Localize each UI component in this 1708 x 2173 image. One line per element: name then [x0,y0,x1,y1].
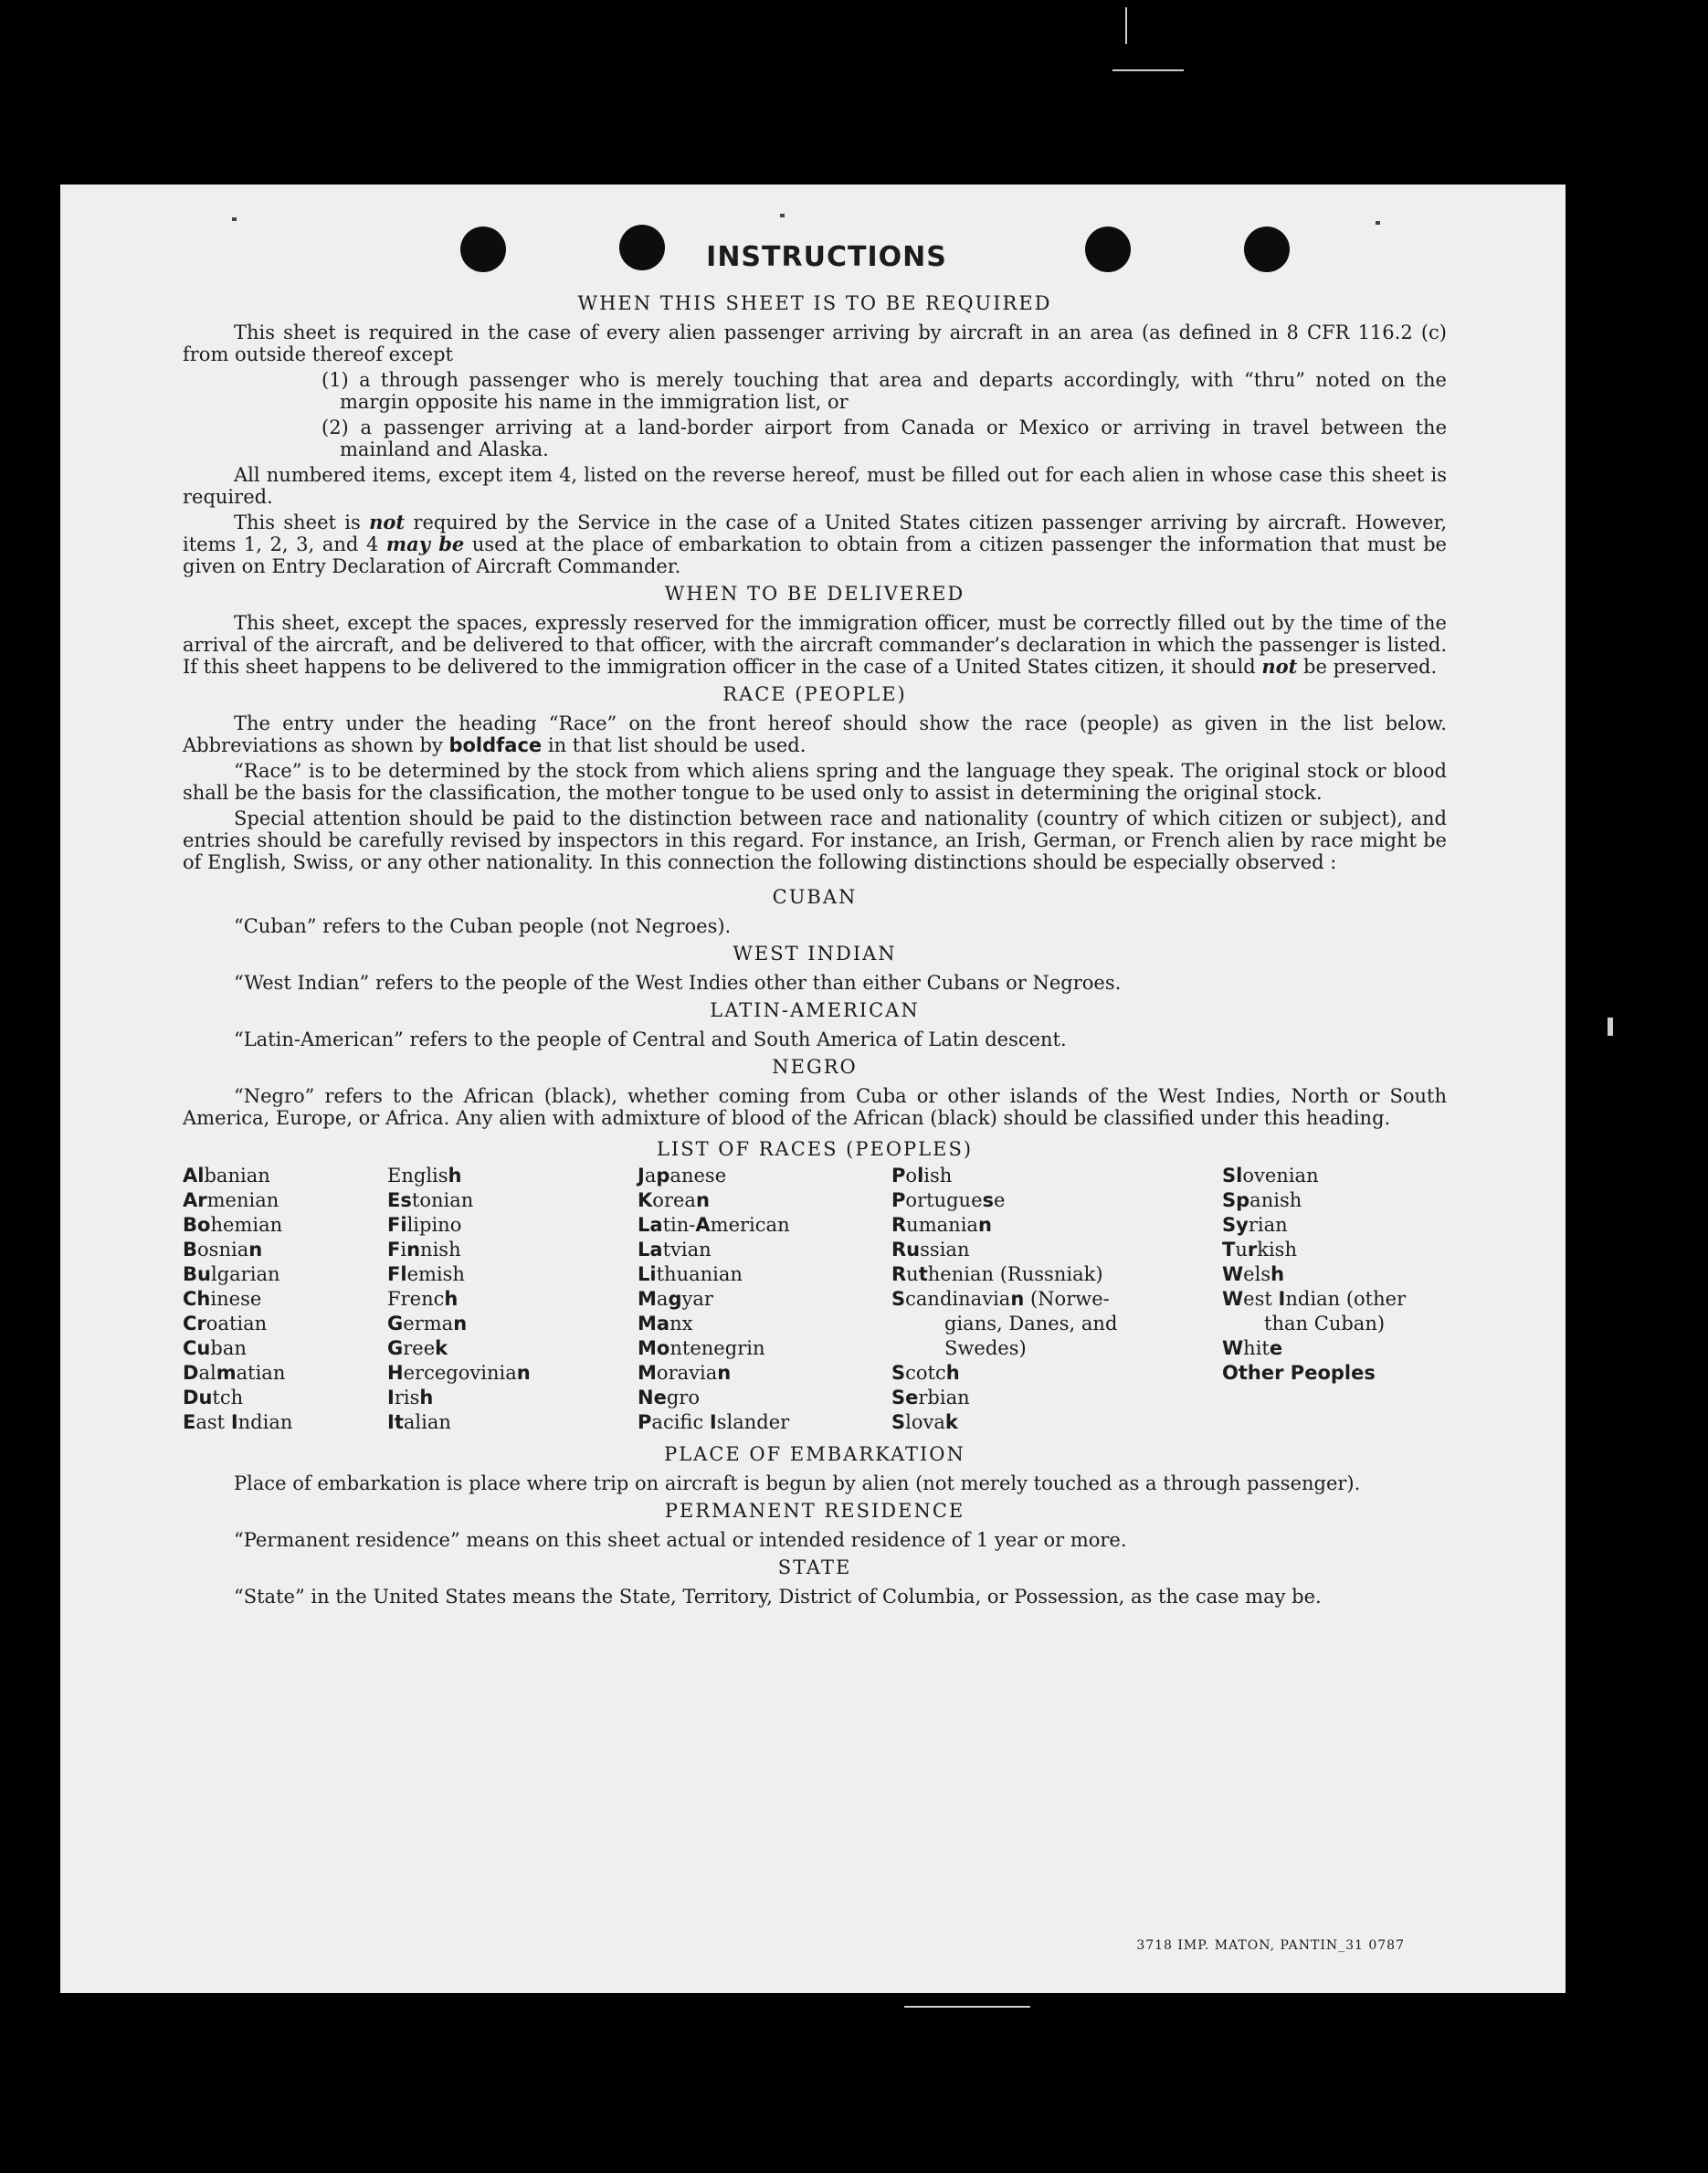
race-entry: Latvian [638,1239,712,1261]
race-entry: English [387,1165,462,1187]
race-entry: Flemish [387,1263,465,1285]
exception-item-1: (1) a through passenger who is merely touching that area and departs accordingly, with “thru” noted on the margin opposite his name in the immigration list, or [322,369,1447,413]
scan-fleck-right [1608,1018,1613,1036]
race-column [638,1164,790,1435]
race-entry: West Indian (other [1222,1288,1407,1310]
race-entry: Filipino [387,1214,462,1236]
paragraph-delivered: This sheet, except the spaces, expressly reserved for the immigration officer, must be correctly filled out by the time of the arrival of the aircraft, and be delivered to that officer, with the aircraft commander’s declaration in which the passenger is listed. If this sheet happens to be delivered to the immigration officer in the case of a United States citizen, it should not be preserved. [183,612,1447,678]
race-entry: Syrian [1222,1214,1288,1236]
paragraph-embarkation: Place of embarkation is place where trip on aircraft is begun by alien (not merely touched as a through passenger). [234,1472,1361,1494]
race-entry: Bohemian [183,1214,283,1236]
race-entry: Montenegrin [638,1337,765,1359]
race-entry: Magyar [638,1288,713,1310]
race-entry: Chinese [183,1288,262,1310]
race-entry: Finnish [387,1239,461,1261]
race-entry: Cuban [183,1337,247,1359]
paragraph-race-nationality: Special attention should be paid to the distinction between race and nationality (country of which citizen or subject), and entries should be carefully revised by inspectors in this regard. For instance, an Irish, German, or French alien by race might be of English, Swiss, or any other nationality. In this connection the following distinctions should be especially observed : [183,807,1447,873]
paragraph-numbered-items: All numbered items, except item 4, listed on the reverse hereof, must be filled out for each alien in whose case this sheet is required. [183,464,1447,508]
race-entry: Estonian [387,1189,474,1211]
scan-line-bottom [904,2006,1030,2008]
race-column [183,1164,292,1435]
exception-item-2: (2) a passenger arriving at a land-border airport from Canada or Mexico or arriving in travel between the mainland and Alaska. [322,417,1447,460]
paragraph-west-indian: “West Indian” refers to the people of the West Indies other than either Cubans or Negroes. [234,972,1122,994]
race-entry: Slovak [891,1411,958,1433]
race-entry: Scotch [891,1362,960,1384]
race-entry: Lithuanian [638,1263,743,1285]
paragraph-required-intro: This sheet is required in the case of every alien passenger arriving by aircraft in an area (as defined in 8 CFR 116.2 (c) from outside thereof except [183,322,1447,365]
section-heading-cuban: CUBAN [772,886,858,908]
race-entry: Irish [387,1387,434,1408]
race-entry: Bulgarian [183,1263,280,1285]
section-heading-residence: PERMANENT RESIDENCE [664,1500,965,1522]
race-entry: Serbian [891,1387,970,1408]
scan-tick-top [1125,7,1127,44]
race-entry: Negro [638,1387,700,1408]
race-entry: Hercegovinian [387,1362,531,1384]
form-number: 3718 IMP. MATON, PANTIN_31 0787 [1136,1938,1405,1953]
race-entry: Latin-American [638,1214,790,1236]
section-heading-required: WHEN THIS SHEET IS TO BE REQUIRED [577,292,1052,314]
paragraph-cuban: “Cuban” refers to the Cuban people (not Negroes). [234,915,732,937]
race-entry: Croatian [183,1313,268,1334]
race-entry: Italian [387,1411,451,1433]
race-entry: Slovenian [1222,1165,1319,1187]
race-list [183,1164,1447,1438]
race-entry: German [387,1313,468,1334]
race-entry: Greek [387,1337,448,1359]
section-heading-state: STATE [777,1556,852,1578]
race-entry: Pacifc Islander [638,1411,790,1433]
section-heading-latin-american: LATIN-AMERICAN [710,999,920,1021]
race-entry: Other Peoples [1222,1362,1376,1384]
race-entry: Ruthenian (Russniak) [891,1263,1103,1285]
instruction-body [183,287,1447,1611]
race-entry: Manx [638,1313,693,1334]
section-heading-embarkation: PLACE OF EMBARKATION [664,1443,965,1465]
scan-line-top [1112,69,1184,71]
section-heading-race-list: LIST OF RACES (PEOPLES) [656,1138,974,1160]
race-entry: Armenian [183,1189,279,1211]
race-entry: Dalmatian [183,1362,286,1384]
instruction-sheet [60,185,1566,1993]
race-entry: Portuguese [891,1189,1006,1211]
race-column [891,1164,1117,1435]
race-entry: Moravian [638,1362,732,1384]
race-entry: Korean [638,1189,710,1211]
section-heading-race: RACE (PEOPLE) [722,683,907,705]
page-title: INSTRUCTIONS [706,241,947,273]
race-entry: gians, Danes, and [944,1313,1118,1334]
race-entry: Dutch [183,1387,244,1408]
paragraph-latin-american: “Latin-American” refers to the people of Central and South America of Latin descent. [234,1028,1067,1050]
race-column [387,1164,531,1435]
paragraph-negro: “Negro” refers to the African (black), whether coming from Cuba or other islands of the West Indies, North or South America, Europe, or Africa. Any alien with admixture of blood of the African (black) should be classified under this heading. [183,1085,1447,1129]
race-entry: French [387,1288,459,1310]
paragraph-citizen: This sheet is not required by the Service in the case of a United States citizen passenger arriving by aircraft. However, items 1, 2, 3, and 4 may be used at the place of embarkation to obtain from a citizen passenger the information that must be given on Entry Declaration of Aircraft Commander. [183,511,1448,577]
section-heading-delivered: WHEN TO BE DELIVERED [664,583,965,605]
race-entry: Russian [891,1239,970,1261]
paragraph-state: “State” in the United States means the State, Territory, District of Columbia, or Possession, as the case may be. [234,1586,1322,1608]
race-entry: Polish [891,1165,953,1187]
speck [1376,221,1380,225]
paragraph-residence: “Permanent residence” means on this sheet actual or intended residence of 1 year or more. [234,1529,1127,1551]
race-entry: Welsh [1222,1263,1285,1285]
race-column [1222,1164,1406,1386]
section-heading-negro: NEGRO [772,1056,858,1078]
paragraph-race-definition: “Race” is to be determined by the stock from which aliens spring and the language they speak. The original stock or blood shall be the basis for the classification, the mother tongue to be used only to assist in determining the original stock. [183,760,1447,804]
race-entry: Japanese [638,1165,727,1187]
section-heading-west-indian: WEST INDIAN [733,943,897,965]
race-entry: Swedes) [944,1337,1027,1359]
paragraph-race-entry: The entry under the heading “Race” on the front hereof should show the race (people) as given in the list below. Abbreviations as shown by boldface in that list should be used. [183,712,1447,756]
race-entry: East Indian [183,1411,293,1433]
race-entry: Scandinavian (Norwe- [891,1288,1110,1310]
race-entry: than Cuban) [1264,1313,1386,1334]
race-entry: Bosnian [183,1239,263,1261]
race-entry: Rumanian [891,1214,992,1236]
race-entry: Albanian [183,1165,270,1187]
race-entry: White [1222,1337,1283,1359]
race-entry: Spanish [1222,1189,1302,1211]
speck [780,214,785,217]
race-entry: Turkish [1222,1239,1297,1261]
speck [232,217,237,221]
